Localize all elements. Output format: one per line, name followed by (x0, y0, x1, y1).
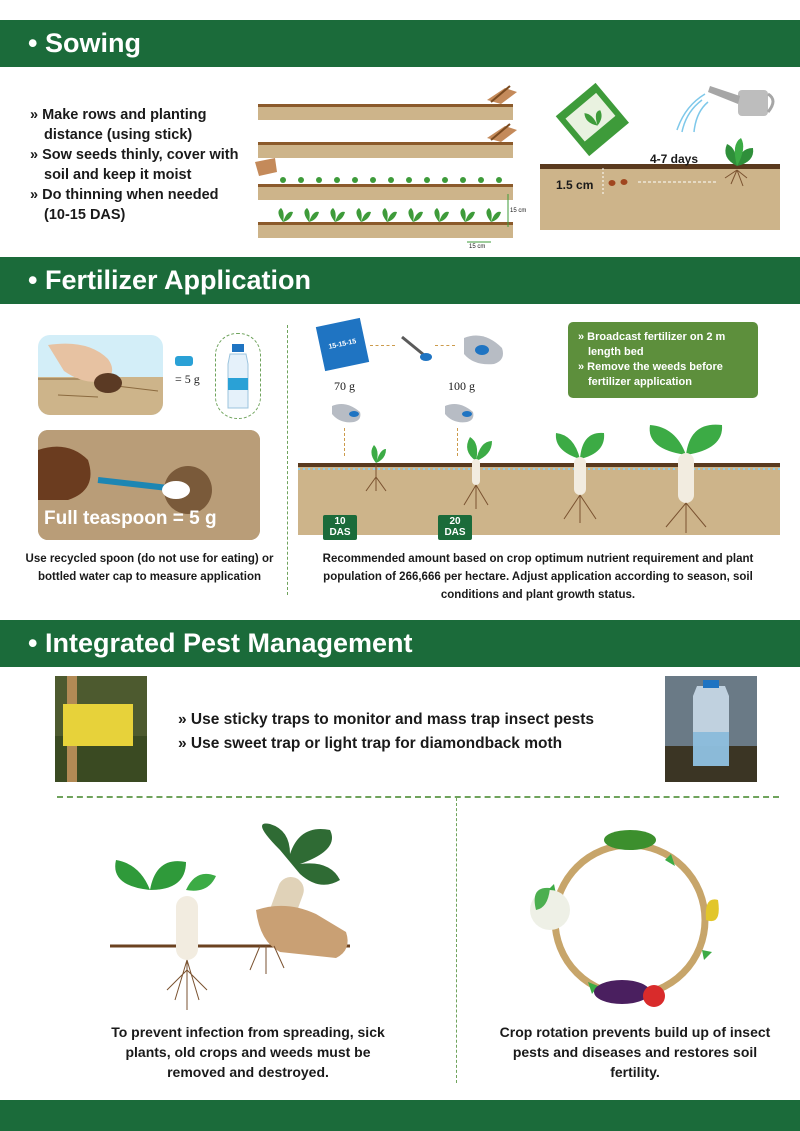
crop-rotation-illustration (520, 818, 740, 1018)
cap-equals-label: = 5 g (175, 372, 200, 386)
amount-70-label: 70 g (334, 379, 355, 393)
teaspoon-label: Full teaspoon = 5 g (44, 508, 217, 529)
bullet-item: » Sow seeds thinly, cover with soil and keep it moist (30, 147, 239, 183)
fertilizer-tip-box (568, 322, 758, 398)
amount-100-label: 100 g (448, 379, 475, 393)
germination-days: 4-7 days (650, 152, 699, 166)
hand-sowing-photo (38, 335, 163, 415)
section-title: • Sowing (28, 28, 141, 58)
recommendation-caption: Recommended amount based on crop optimum nutrient requirement and plant population of 266,666 per hectare. Adjust application according to season, soil conditions and plant growth status. (322, 553, 754, 601)
bullet-item: » Use sticky traps to monitor and mass trap insect pests (178, 711, 595, 728)
bullet-item: » Use sweet trap or light trap for diamondback moth (178, 735, 563, 752)
footer-band (0, 1100, 800, 1131)
bottle-trap-photo (665, 676, 757, 782)
arrow-icon (435, 345, 455, 346)
glove-hand-icon (460, 330, 506, 366)
seed-packet-icon (556, 83, 629, 156)
sowing-rows-illustration (255, 82, 530, 252)
fertilizer-bag-icon (316, 318, 369, 371)
germination-illustration (540, 82, 780, 232)
plant-removal-illustration (110, 820, 370, 1020)
section-title: • Integrated Pest Management (28, 628, 413, 658)
das-20-badge: 20 DAS (438, 515, 472, 540)
arrow-icon (370, 345, 395, 346)
divider (57, 796, 779, 798)
watering-can-icon (677, 86, 773, 132)
bullet-item: » Do thinning when needed (10-15 DAS) (30, 187, 219, 223)
removal-caption: To prevent infection from spreading, sick plants, old crops and weeds must be removed and destroyed. (111, 1024, 385, 1080)
bottle-cap-icon (175, 356, 193, 366)
sticky-trap-photo (55, 676, 147, 782)
plant-growth-illustration (298, 415, 780, 535)
bag-label: 15-15-15 (328, 338, 357, 351)
scoop-icon (400, 333, 432, 363)
section-header-ipm (0, 620, 800, 667)
sowing-bullet-list (30, 105, 240, 225)
section-header-fertilizer (0, 257, 800, 304)
plant-spacing-label: 15 cm (469, 244, 486, 250)
row-spacing-label: 15 cm (510, 208, 527, 214)
ipm-bullet-list (178, 708, 648, 756)
divider (456, 798, 457, 1083)
divider (287, 325, 288, 595)
tip-item: » Broadcast fertilizer on 2 m length bed (578, 331, 726, 358)
section-header-sowing (0, 20, 800, 67)
water-bottle-icon (215, 333, 261, 419)
teaspoon-photo (38, 430, 260, 540)
measure-caption: Use recycled spoon (do not use for eating) or bottled water cap to measure application (25, 553, 274, 583)
rotation-caption: Crop rotation prevents build up of insect pests and diseases and restores soil fertility. (499, 1024, 771, 1080)
das-10-badge: 10 DAS (323, 515, 357, 540)
section-title: • Fertilizer Application (28, 265, 311, 295)
bullet-item: » Make rows and planting distance (using stick) (30, 107, 207, 143)
tip-item: » Remove the weeds before fertilizer application (578, 361, 723, 388)
sowing-depth: 1.5 cm (556, 178, 594, 192)
